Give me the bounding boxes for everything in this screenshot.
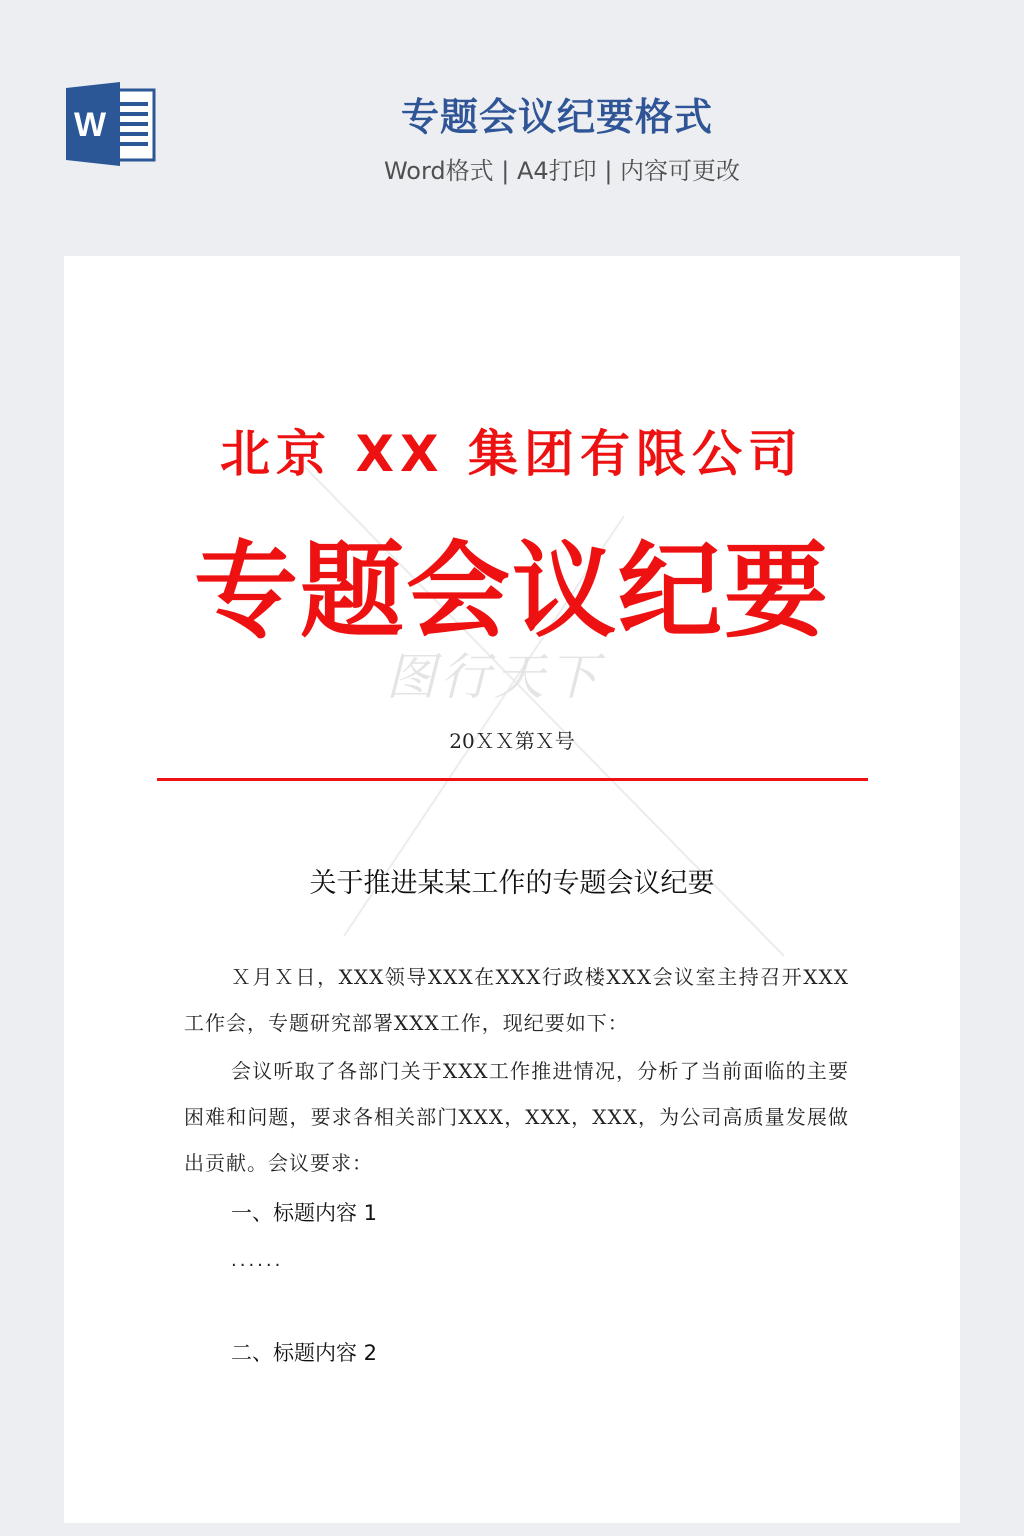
word-logo-letter: W bbox=[73, 106, 107, 144]
document-subject: 关于推进某某工作的专题会议纪要 bbox=[309, 868, 715, 899]
body-paragraph: Ｘ月Ｘ日，XXX领导XXX在XXX行政楼XXX会议室主持召开XXX工作会，专题研究部署XXX工作，现纪要如下： bbox=[184, 965, 849, 1035]
page-title: 专题会议纪要格式 bbox=[400, 95, 713, 139]
section-heading-1: 一、标题内容 1 bbox=[231, 1201, 378, 1225]
document-number: 20ＸＸ第Ｘ号 bbox=[449, 729, 575, 753]
company-name: 北京 XX 集团有限公司 bbox=[220, 425, 804, 483]
red-divider bbox=[157, 778, 868, 781]
body-paragraph: 会议听取了各部门关于XXX工作推进情况，分析了当前面临的主要困难和问题，要求各相关部门XXX，XXX，XXX，为公司高质量发展做出贡献。会议要求： bbox=[184, 1059, 849, 1175]
watermark-text: 图行天下 bbox=[386, 648, 602, 706]
document-heading: 专题会议纪要 bbox=[193, 529, 830, 652]
page-subtitle: Word格式 | A4打印 | 内容可更改 bbox=[383, 157, 741, 185]
document-page bbox=[64, 256, 960, 1523]
section-heading-2: 二、标题内容 2 bbox=[231, 1341, 378, 1365]
ellipsis-text: ...... bbox=[231, 1250, 284, 1271]
